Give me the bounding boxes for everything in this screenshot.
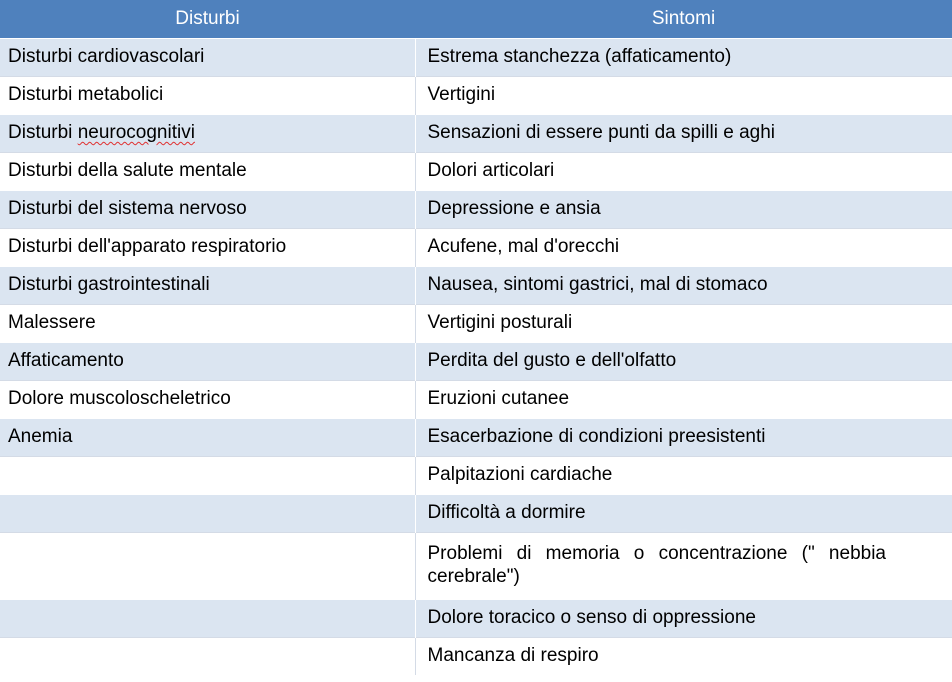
cell-disturbi: Affaticamento	[0, 343, 415, 381]
cell-disturbi	[0, 115, 415, 153]
table-row	[0, 419, 952, 457]
cell-sintomi: Palpitazioni cardiache	[415, 457, 952, 495]
cell-disturbi	[0, 638, 415, 676]
cell-sintomi: Dolore toracico o senso di oppressione	[415, 600, 952, 638]
cell-disturbi: Disturbi del sistema nervoso	[0, 191, 415, 229]
cell-disturbi	[0, 600, 415, 638]
cell-sintomi: Acufene, mal d'orecchi	[415, 229, 952, 267]
cell-disturbi	[0, 533, 415, 600]
cell-disturbi: Malessere	[0, 305, 415, 343]
table-row	[0, 305, 952, 343]
cell-sintomi: Problemi di memoria o concentrazione (" nebbia cerebrale")	[415, 533, 952, 600]
cell-sintomi: Mancanza di respiro	[415, 638, 952, 676]
cell-disturbi: Disturbi dell'apparato respiratorio	[0, 229, 415, 267]
cell-disturbi	[0, 495, 415, 533]
cell-disturbi: Disturbi cardiovascolari	[0, 39, 415, 77]
table-row	[0, 533, 952, 600]
table-row	[0, 191, 952, 229]
table-row	[0, 638, 952, 676]
header-row	[0, 0, 952, 39]
table-row	[0, 495, 952, 533]
cell-sintomi: Sensazioni di essere punti da spilli e aghi	[415, 115, 952, 153]
cell-sintomi: Depressione e ansia	[415, 191, 952, 229]
table-row	[0, 39, 952, 77]
header-sintomi: Sintomi	[415, 0, 952, 39]
table-row	[0, 115, 952, 153]
cell-disturbi: Disturbi metabolici	[0, 77, 415, 115]
cell-sintomi: Difficoltà a dormire	[415, 495, 952, 533]
cell-disturbi: Anemia	[0, 419, 415, 457]
table-row	[0, 153, 952, 191]
header-disturbi: Disturbi	[0, 0, 415, 39]
cell-sintomi: Estrema stanchezza (affaticamento)	[415, 39, 952, 77]
cell-disturbi: Disturbi gastrointestinali	[0, 267, 415, 305]
table-row	[0, 343, 952, 381]
cell-disturbi	[0, 457, 415, 495]
table-row	[0, 267, 952, 305]
table-row	[0, 600, 952, 638]
table-row	[0, 77, 952, 115]
cell-sintomi: Vertigini	[415, 77, 952, 115]
cell-sintomi: Dolori articolari	[415, 153, 952, 191]
cell-sintomi: Esacerbazione di condizioni preesistenti	[415, 419, 952, 457]
cell-sintomi: Vertigini posturali	[415, 305, 952, 343]
table-row	[0, 381, 952, 419]
table-row	[0, 457, 952, 495]
cell-disturbi-prefix: Disturbi	[8, 122, 78, 144]
spellcheck-marked-word: neurocognitivi	[77, 122, 195, 144]
table-row	[0, 229, 952, 267]
cell-sintomi: Nausea, sintomi gastrici, mal di stomaco	[415, 267, 952, 305]
cell-disturbi: Disturbi della salute mentale	[0, 153, 415, 191]
cell-sintomi: Eruzioni cutanee	[415, 381, 952, 419]
cell-disturbi: Dolore muscoloscheletrico	[0, 381, 415, 419]
cell-sintomi: Perdita del gusto e dell'olfatto	[415, 343, 952, 381]
